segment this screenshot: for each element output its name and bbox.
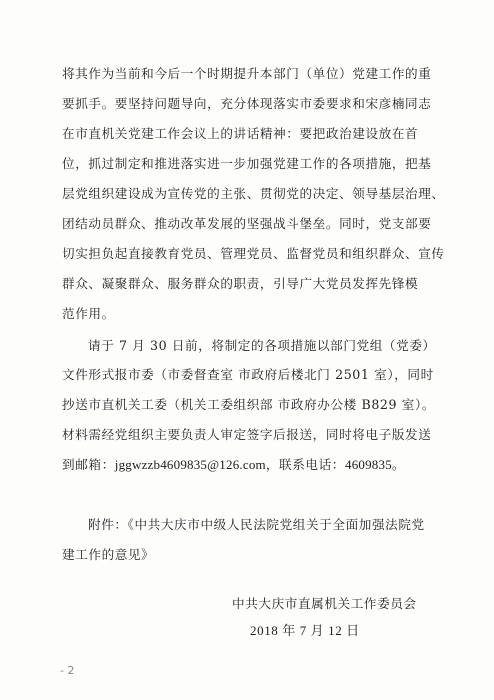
attachment-line: 建工作的意见》 <box>62 547 155 562</box>
email-address[interactable]: jggwzzb4609835@126.com <box>114 457 266 472</box>
body-line: 抄送市直机关工委（机关工委组织部 市政府办公楼 B829 室）。 <box>62 397 436 412</box>
email-label: 到邮箱： <box>62 457 115 472</box>
body-line: 位，抓过制定和推进落实进一步加强党建工作的各项措施，把基 <box>62 156 432 171</box>
signature-date: 2018 年 7 月 12 日 <box>250 623 360 638</box>
phone-label: ，联系电话： <box>265 457 345 472</box>
body-line: 在市直机关党建工作会议上的讲话精神：要把政治建设放在首 <box>62 126 419 141</box>
body-line: 将其作为当前和今后一个时期提升本部门（单位）党建工作的重 <box>62 66 432 81</box>
phone-number: 4609835。 <box>345 457 406 472</box>
body-line: 团结动员群众、推动改革发展的坚强战斗堡垒。同时，党支部要 <box>62 216 432 231</box>
body-line: 群众、凝聚群众、服务群众的职责，引导广大党员发挥先锋模 <box>62 276 419 291</box>
body-line: 材料需经党组织主要负责人审定签字后报送，同时将电子版发送 <box>62 427 432 442</box>
page-number: - 2 <box>60 664 75 677</box>
attachment-line: 附件：《中共大庆市中级人民法院党组关于全面加强法院党 <box>88 517 425 532</box>
signature-organization: 中共大庆市直属机关工作委员会 <box>232 596 417 611</box>
body-line: 层党组织建设成为宣传党的主张、贯彻党的决定、领导基层治理、 <box>62 186 445 201</box>
body-line: 范作用。 <box>62 306 115 321</box>
body-line: 请于 7 月 30 日前，将制定的各项措施以部门党组（党委） <box>88 338 436 353</box>
body-line: 文件形式报市委（市委督查室 市政府后楼北门 2501 室），同时 <box>62 367 434 382</box>
contact-line <box>62 457 405 473</box>
body-line: 要抓手。要坚持问题导向，充分体现落实市委要求和宋彦楠同志 <box>62 96 432 111</box>
body-line: 切实担负起直接教育党员、管理党员、监督党员和组织群众、宣传 <box>62 246 445 261</box>
